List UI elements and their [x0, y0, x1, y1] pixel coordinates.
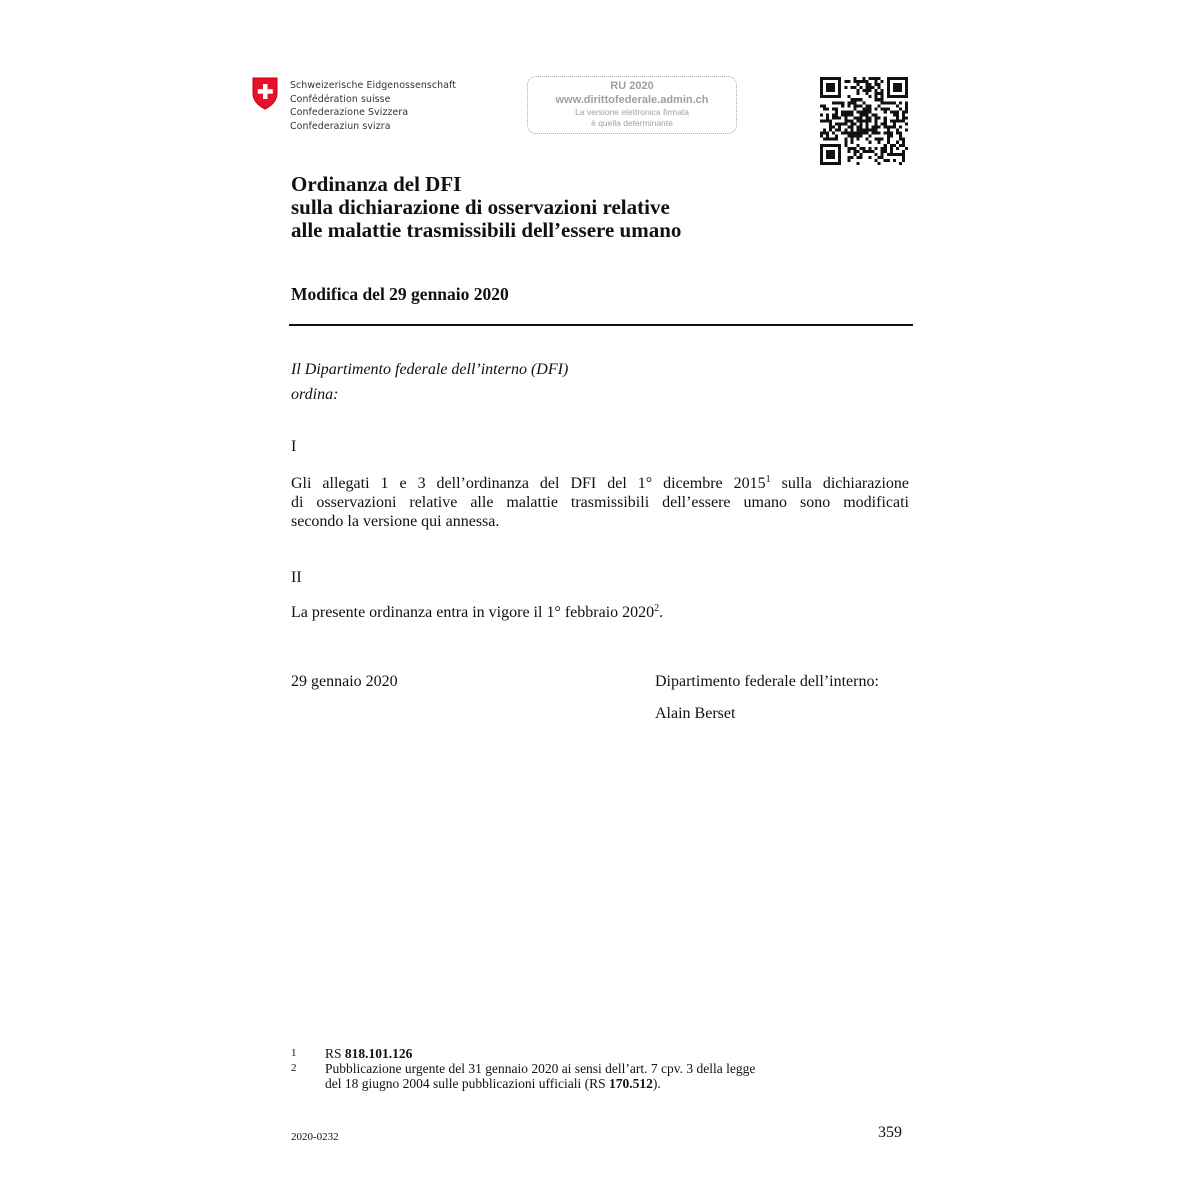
document-title	[291, 173, 681, 242]
confederation-de: Schweizerische Eidgenossenschaft	[290, 80, 457, 91]
footnote-2-line-1: Pubblicazione urgente del 31 gennaio 2020 ai sensi dell’art. 7 cpv. 3 della legge	[325, 1061, 756, 1076]
swiss-coat-of-arms-icon	[252, 77, 278, 110]
confederation-fr: Confédération suisse	[290, 93, 391, 105]
footnote-1-number: 1	[291, 1047, 297, 1059]
stamp-ru: RU 2020	[610, 80, 654, 92]
qr-code-icon	[820, 77, 908, 165]
footnote-2-number: 2	[291, 1062, 297, 1074]
section-1-text	[291, 474, 909, 531]
signature-name: Alain Berset	[655, 705, 736, 722]
footnote-2	[291, 1061, 755, 1091]
page-number: 359	[878, 1124, 902, 1141]
preamble-authority: Il Dipartimento federale dell’interno (DFI)	[291, 361, 569, 378]
section-2-text-end: .	[659, 604, 664, 621]
footnote-1-text	[325, 1046, 412, 1061]
footnote-2-text	[325, 1061, 755, 1091]
signature-date: 29 gennaio 2020	[291, 673, 398, 690]
title-line-3: alle malattie trasmissibili dell’essere umano	[291, 218, 682, 242]
stamp-url[interactable]: www.dirittofederale.admin.ch	[555, 94, 709, 106]
amendment-date: Modifica del 29 gennaio 2020	[291, 284, 509, 304]
section-2-text-main: La presente ordinanza entra in vigore il 1° febbraio 2020	[291, 604, 655, 621]
section-1-line-3: secondo la versione qui annessa.	[291, 513, 500, 530]
section-numeral-2: II	[291, 569, 302, 586]
footnote-ref-2[interactable]: 2	[654, 603, 660, 614]
title-line-2: sulla dichiarazione di osservazioni relative	[291, 195, 670, 219]
section-1-line-1	[291, 474, 909, 493]
document-number: 2020-0232	[291, 1131, 339, 1143]
section-1-line-1-rest: sulla dichiarazione	[770, 475, 910, 492]
footnotes	[291, 1046, 755, 1091]
title-divider	[289, 324, 913, 326]
stamp-note-1: La versione elettronica firmata	[575, 107, 689, 117]
footnote-ref-1[interactable]: 1	[765, 474, 771, 485]
footnote-1-reference[interactable]: 818.101.126	[344, 1046, 413, 1061]
preamble-verb: ordina:	[291, 386, 339, 403]
footnote-2-suffix: ).	[652, 1076, 661, 1091]
confederation-names	[290, 79, 456, 133]
confederation-it: Confederazione Svizzera	[290, 107, 409, 118]
confederation-rm: Confederaziun svizra	[290, 120, 391, 132]
footnote-2-line-2: del 18 giugno 2004 sulle pubblicazioni ufficiali (RS	[325, 1076, 609, 1091]
title-line-1: Ordinanza del DFI	[291, 172, 462, 196]
section-1-line-1-text: Gli allegati 1 e 3 dell’ordinanza del DFI del 1° dicembre 2015	[291, 475, 766, 492]
section-1-line-2: di osservazioni relative alle malattie trasmissibili dell’essere umano sono modificati	[291, 494, 909, 511]
stamp-note-2: è quella determinante	[591, 118, 673, 128]
section-numeral-1: I	[291, 438, 297, 455]
footnote-1	[291, 1046, 755, 1061]
section-2-text	[291, 603, 909, 622]
preamble	[291, 357, 568, 407]
official-compilation-stamp	[527, 76, 737, 134]
signature-department: Dipartimento federale dell’interno:	[655, 673, 879, 690]
footnote-2-reference[interactable]: 170.512	[608, 1076, 653, 1091]
footnote-1-prefix: RS	[325, 1046, 345, 1061]
